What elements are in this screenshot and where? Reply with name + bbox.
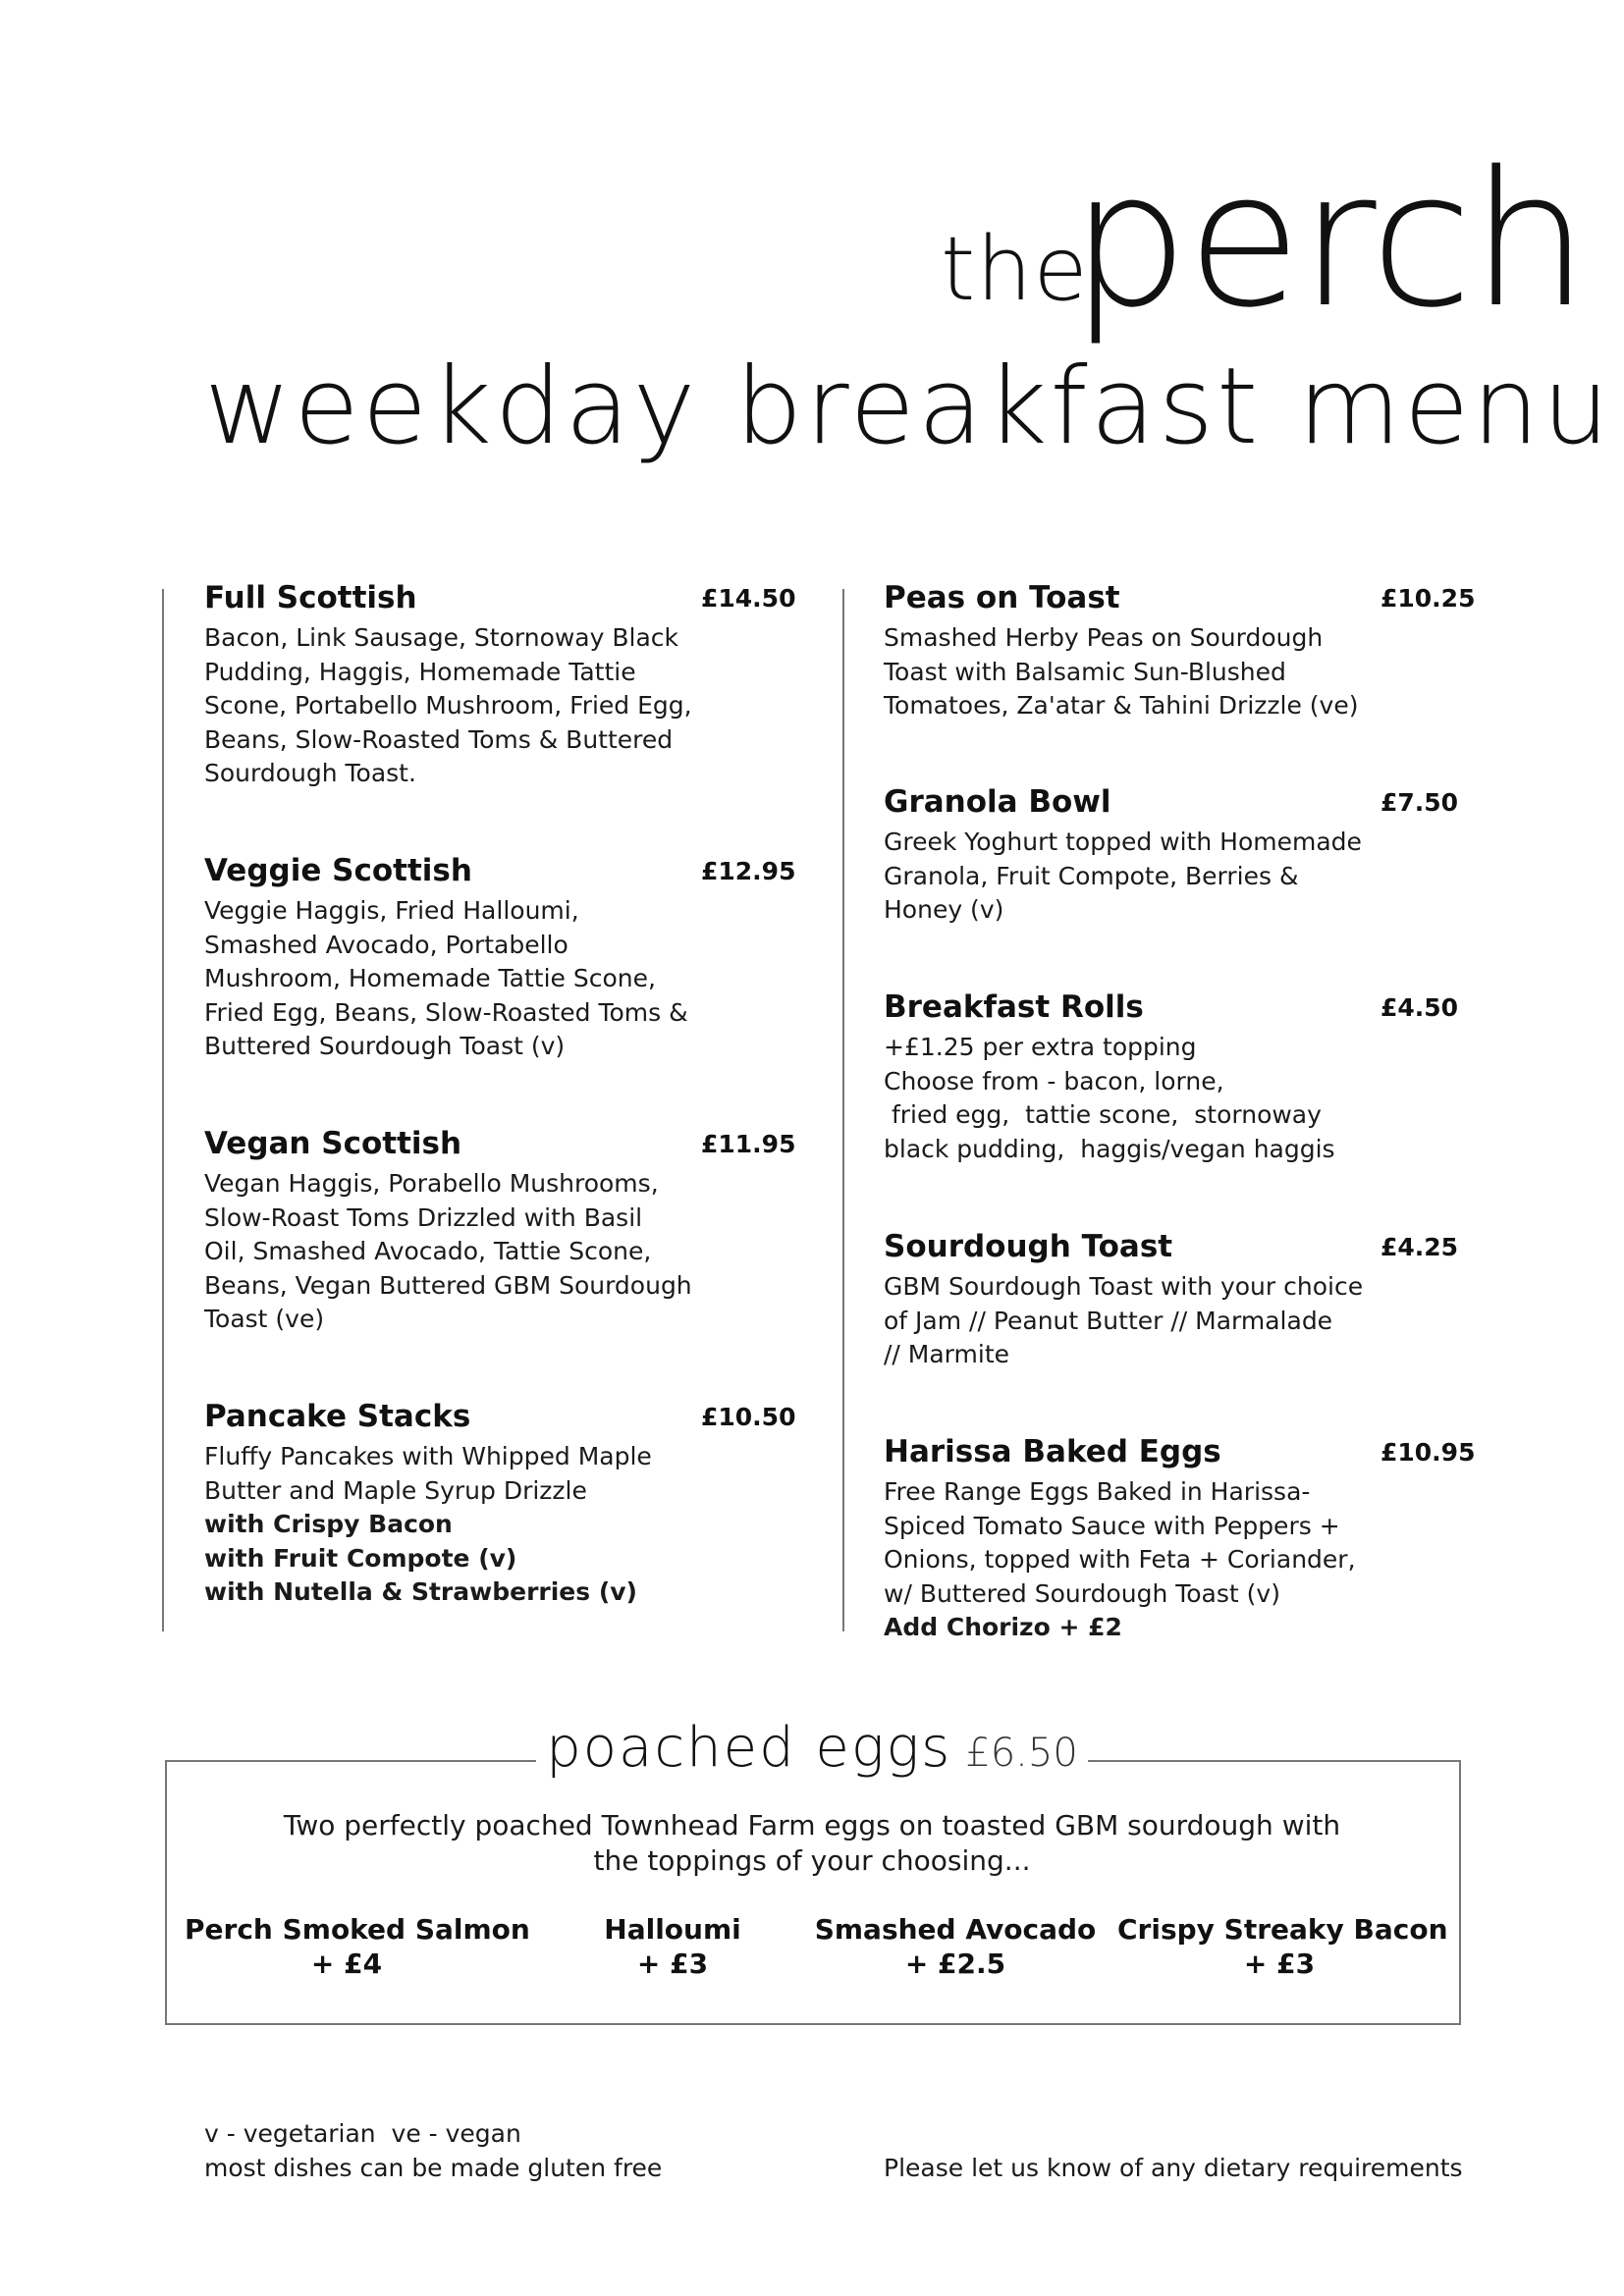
topping-crispy-streaky-bacon: Crispy Streaky Bacon + £3 bbox=[1117, 1913, 1448, 1980]
poached-eggs-box bbox=[165, 1760, 1461, 2025]
item-description: +£1.25 per extra topping Choose from - bacon, lorne, fried egg, tattie scone, stornoway black pudding, haggis/vegan haggis bbox=[884, 1033, 1335, 1163]
item-name: Granola Bowl bbox=[884, 784, 1111, 820]
item-price: £11.95 bbox=[701, 1130, 796, 1158]
item-name: Full Scottish bbox=[204, 580, 417, 615]
gluten-free-note: most dishes can be made gluten free bbox=[204, 2153, 663, 2182]
item-name: Vegan Scottish bbox=[204, 1126, 462, 1161]
item-name: Harissa Baked Eggs bbox=[884, 1434, 1221, 1469]
item-name: Peas on Toast bbox=[884, 580, 1120, 615]
right-column-rule bbox=[842, 589, 844, 1631]
option-fruit-compote: with Fruit Compote (v) bbox=[204, 1543, 517, 1573]
item-name: Veggie Scottish bbox=[204, 853, 472, 888]
dietary-requirements-note: Please let us know of any dietary requirements bbox=[884, 2154, 1463, 2182]
item-description: Veggie Haggis, Fried Halloumi, Smashed Avocado, Portabello Mushroom, Homemade Tattie Scone, Fried Egg, Beans, Slow-Roasted Toms & Buttered Sourdough Toast (v) bbox=[204, 896, 688, 1060]
item-price: £7.50 bbox=[1380, 788, 1459, 817]
topping-perch-smoked-salmon: Perch Smoked Salmon + £4 bbox=[185, 1913, 530, 1980]
poached-eggs-heading bbox=[536, 1716, 1088, 1794]
item-price: £10.50 bbox=[701, 1403, 796, 1431]
item-description: Free Range Eggs Baked in Harissa- Spiced Tomato Sauce with Peppers + Onions, topped with Feta + Coriander, w/ Buttered Sourdough Toast (v) Add Chorizo + £2 bbox=[884, 1475, 1356, 1645]
brand-logo bbox=[941, 132, 1588, 348]
item-description: Smashed Herby Peas on Sourdough Toast with Balsamic Sun-Blushed Tomatoes, Za'atar & Tahini Drizzle (ve) bbox=[884, 623, 1359, 720]
option-nutella-strawberries: with Nutella & Strawberries (v) bbox=[204, 1577, 637, 1606]
left-column-rule bbox=[162, 589, 164, 1631]
item-price: £4.50 bbox=[1380, 993, 1459, 1022]
poached-eggs-price: £6.50 bbox=[965, 1731, 1078, 1776]
item-price: £14.50 bbox=[701, 584, 796, 613]
item-description: GBM Sourdough Toast with your choice of Jam // Peanut Butter // Marmalade // Marmite bbox=[884, 1272, 1364, 1368]
brand-perch: perch bbox=[1070, 132, 1588, 348]
item-description: Greek Yoghurt topped with Homemade Granola, Fruit Compote, Berries & Honey (v) bbox=[884, 828, 1362, 924]
dietary-legend: v - vegetarian ve - vegan most dishes can be made gluten free bbox=[204, 2117, 662, 2185]
option-crispy-bacon: with Crispy Bacon bbox=[204, 1510, 453, 1538]
item-name: Pancake Stacks bbox=[204, 1399, 471, 1434]
poached-eggs-title: poached eggs bbox=[546, 1716, 952, 1780]
item-price: £4.25 bbox=[1380, 1233, 1459, 1261]
item-name: Sourdough Toast bbox=[884, 1229, 1173, 1264]
item-price: £10.95 bbox=[1380, 1438, 1476, 1467]
topping-smashed-avocado: Smashed Avocado + £2.5 bbox=[814, 1913, 1097, 1980]
item-name: Breakfast Rolls bbox=[884, 989, 1144, 1025]
item-price: £12.95 bbox=[701, 857, 796, 885]
item-description: Bacon, Link Sausage, Stornoway Black Pudding, Haggis, Homemade Tattie Scone, Portabello Mushroom, Fried Egg, Beans, Slow-Roasted Toms & Buttered Sourdough Toast. bbox=[204, 623, 692, 787]
brand-the: the bbox=[941, 218, 1089, 321]
item-description: Vegan Haggis, Porabello Mushrooms, Slow-Roast Toms Drizzled with Basil Oil, Smashed Avocado, Tattie Scone, Beans, Vegan Buttered GBM Sourdough Toast (ve) bbox=[204, 1169, 692, 1333]
item-price: £10.25 bbox=[1380, 584, 1476, 613]
menu-title: weekday breakfast menu bbox=[204, 346, 1613, 468]
option-add-chorizo: Add Chorizo + £2 bbox=[884, 1613, 1122, 1641]
topping-halloumi: Halloumi + £3 bbox=[604, 1913, 741, 1980]
poached-eggs-description: Two perfectly poached Townhead Farm eggs on toasted GBM sourdough with the toppings of your choosing... bbox=[283, 1809, 1341, 1877]
item-description: Fluffy Pancakes with Whipped Maple Butter and Maple Syrup Drizzle with Crispy Bacon with Fruit Compote (v) with Nutella & Strawberries (v) bbox=[204, 1440, 652, 1610]
